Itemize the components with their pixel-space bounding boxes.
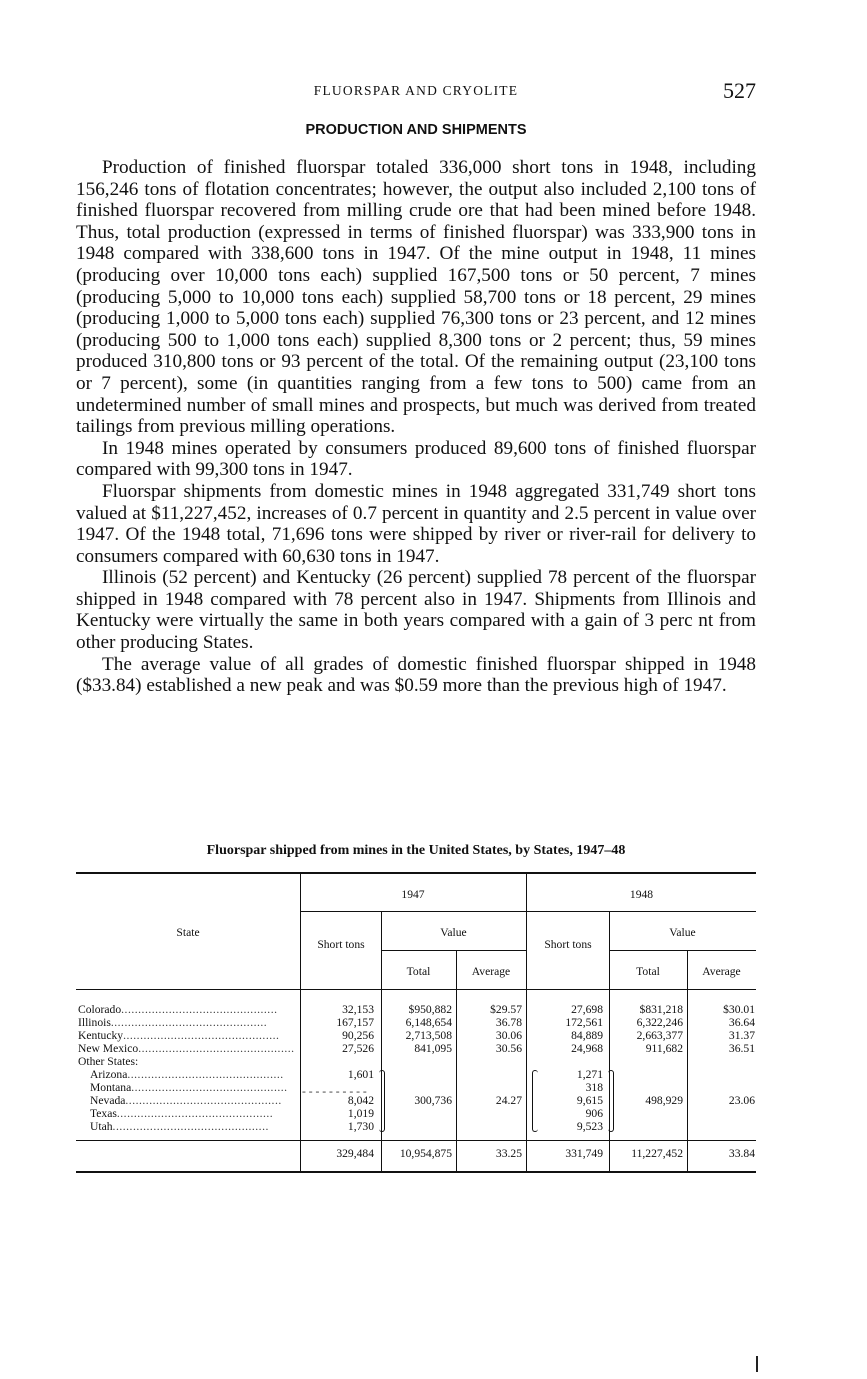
page-number: 527	[723, 78, 756, 103]
value-average-1948: 36.51	[728, 1042, 755, 1055]
tons-1947: 90,256	[342, 1029, 374, 1042]
tons-1948: 27,698	[571, 1003, 603, 1016]
tons-1947: 167,157	[336, 1016, 374, 1029]
row-state: Texas..............................................	[90, 1107, 274, 1120]
other-states-value-average-1948: 23.06	[728, 1094, 755, 1107]
paragraph: Illinois (52 percent) and Kentucky (26 percent) supplied 78 percent of the fluorspar shipped in 1948 compared with 78 percent also in 1947. Shipments from Illinois and Kentucky were virtually the same in both years compared with a gain of 3 perc nt from other producing States.	[76, 567, 756, 654]
header-total-1948: Total	[636, 965, 660, 978]
tons-1947: 8,042	[347, 1094, 374, 1107]
value-average-1947: 36.78	[495, 1016, 522, 1029]
page-edge-mark	[756, 1356, 758, 1372]
row-divider-dashes: - - - - - - - - - -	[302, 1085, 367, 1098]
value-average-1948: 31.37	[728, 1029, 755, 1042]
table-bottom-rule	[76, 1171, 756, 1173]
other-states-label: Other States:	[78, 1055, 139, 1068]
shipments-table	[76, 872, 756, 1176]
other-states-value-total-1947: 300,736	[414, 1094, 452, 1107]
header-average-1948: Average	[702, 965, 741, 978]
paragraph: Fluorspar shipments from domestic mines in 1948 aggregated 331,749 short tons valued at $11,227,452, increases of 0.7 percent in quantity and 2.5 percent in value over 1947. Of the 1948 total, 71,696 tons were shipped by river or river-rail for delivery to consumers compared with 60,630 tons in 1947.	[76, 480, 756, 567]
tons-1947: 27,526	[342, 1042, 374, 1055]
header-bottom-rule	[76, 989, 756, 990]
value-total-1947: $950,882	[408, 1003, 452, 1016]
tons-1947: 1,601	[347, 1068, 374, 1081]
total-tons-1947: 329,484	[336, 1147, 374, 1160]
row-state: Kentucky..............................................	[78, 1029, 280, 1042]
totals-top-rule	[76, 1140, 756, 1141]
paragraph: Production of finished fluorspar totaled 336,000 short tons in 1948, including 156,246 tons of flotation concentrates; however, the output also included 2,100 tons of finished fluorspar recovered from milling crude ore that had been mined before 1948. Thus, total production (expressed in terms of finished fluorspar) was 333,900 tons in 1948 compared with 338,600 tons in 1947. Of the mine output in 1948, 11 mines (producing over 10,000 tons each) supplied 167,500 tons or 50 percent, 7 mines (producing 5,000 to 10,000 tons each) supplied 58,700 tons or 18 percent, 29 mines (producing 1,000 to 5,000 tons each) supplied 76,300 tons or 23 percent, and 12 mines (producing 500 to 1,000 tons each) supplied 8,300 tons or 2 percent; thus, 59 mines produced 310,800 tons or 93 percent of the total. Of the remaining output (23,100 tons or 7 percent), some (in quantities ranging from a few tons to 500) came from an undetermined number of small mines and prospects, but much was derived from treated tailings from previous milling operations.	[76, 157, 756, 438]
row-state: Arizona..............................................	[90, 1068, 284, 1081]
group-bracket-1948-right	[608, 1070, 614, 1132]
header-short-tons-1948: Short tons	[544, 938, 592, 951]
tons-1947: 1,730	[347, 1120, 374, 1133]
paragraph: The average value of all grades of domestic finished fluorspar shipped in 1948 ($33.84) established a new peak and was $0.59 more than the previous high of 1947.	[76, 653, 756, 697]
paragraph: In 1948 mines operated by consumers produced 89,600 tons of finished fluorspar compared with 99,300 tons in 1947.	[76, 437, 756, 481]
table-top-rule	[76, 872, 756, 874]
col-rule	[381, 912, 382, 1171]
group-bracket-1947	[379, 1070, 385, 1132]
tons-1948: 9,615	[576, 1094, 603, 1107]
value-total-1947: 841,095	[414, 1042, 452, 1055]
col-rule	[300, 874, 301, 1171]
value-average-1948: $30.01	[723, 1003, 755, 1016]
row-state: Nevada..............................................	[90, 1094, 282, 1107]
value-subrule-1947	[381, 950, 526, 951]
value-total-1948: 2,663,377	[636, 1029, 683, 1042]
row-state: Illinois..............................................	[78, 1016, 268, 1029]
total-tons-1948: 331,749	[565, 1147, 603, 1160]
tons-1948: 84,889	[571, 1029, 603, 1042]
value-total-1948: 6,322,246	[636, 1016, 683, 1029]
value-total-1947: 2,713,508	[405, 1029, 452, 1042]
tons-1948: 24,968	[571, 1042, 603, 1055]
col-rule	[526, 874, 527, 1171]
body-text	[76, 157, 756, 697]
value-average-1947: 30.06	[495, 1029, 522, 1042]
value-average-1948: 36.64	[728, 1016, 755, 1029]
year-subrule-1947	[300, 911, 526, 912]
running-title: FLUORSPAR AND CRYOLITE	[313, 83, 519, 98]
tons-1948: 1,271	[576, 1068, 603, 1081]
header-year-1948: 1948	[629, 888, 654, 901]
total-average-1947: 33.25	[495, 1147, 522, 1160]
row-state: Utah..............................................	[90, 1120, 269, 1133]
table-caption: Fluorspar shipped from mines in the United States, by States, 1947–48	[206, 843, 626, 858]
row-state: Montana..............................................	[90, 1081, 288, 1094]
tons-1947: 32,153	[342, 1003, 374, 1016]
total-average-1948: 33.84	[728, 1147, 755, 1160]
header-value-1948: Value	[669, 926, 696, 939]
other-states-value-average-1947: 24.27	[495, 1094, 522, 1107]
other-states-value-total-1948: 498,929	[645, 1094, 683, 1107]
total-value-1948: 11,227,452	[631, 1147, 683, 1160]
col-rule	[609, 912, 610, 1171]
tons-1948: 906	[585, 1107, 603, 1120]
header-value-1947: Value	[440, 926, 467, 939]
value-total-1947: 6,148,654	[405, 1016, 452, 1029]
running-header	[76, 80, 756, 104]
tons-1948: 172,561	[565, 1016, 603, 1029]
header-state: State	[176, 926, 200, 939]
col-rule	[456, 951, 457, 1171]
value-average-1947: $29.57	[490, 1003, 522, 1016]
header-total-1947: Total	[406, 965, 431, 978]
tons-1948: 9,523	[576, 1120, 603, 1133]
tons-1948: 318	[585, 1081, 603, 1094]
section-title: PRODUCTION AND SHIPMENTS	[305, 122, 527, 138]
col-rule	[687, 951, 688, 1171]
total-value-1947: 10,954,875	[399, 1147, 452, 1160]
group-bracket-1948-left	[532, 1070, 538, 1132]
value-average-1947: 30.56	[495, 1042, 522, 1055]
row-state: Colorado..............................................	[78, 1003, 278, 1016]
header-average-1947: Average	[471, 965, 511, 978]
tons-1947: 1,019	[347, 1107, 374, 1120]
value-subrule-1948	[609, 950, 756, 951]
value-total-1948: 911,682	[645, 1042, 683, 1055]
header-short-tons-1947: Short tons	[317, 938, 365, 951]
year-subrule-1948	[527, 911, 756, 912]
value-total-1948: $831,218	[639, 1003, 683, 1016]
header-year-1947: 1947	[401, 888, 425, 901]
row-state: New Mexico..............................................	[78, 1042, 295, 1055]
